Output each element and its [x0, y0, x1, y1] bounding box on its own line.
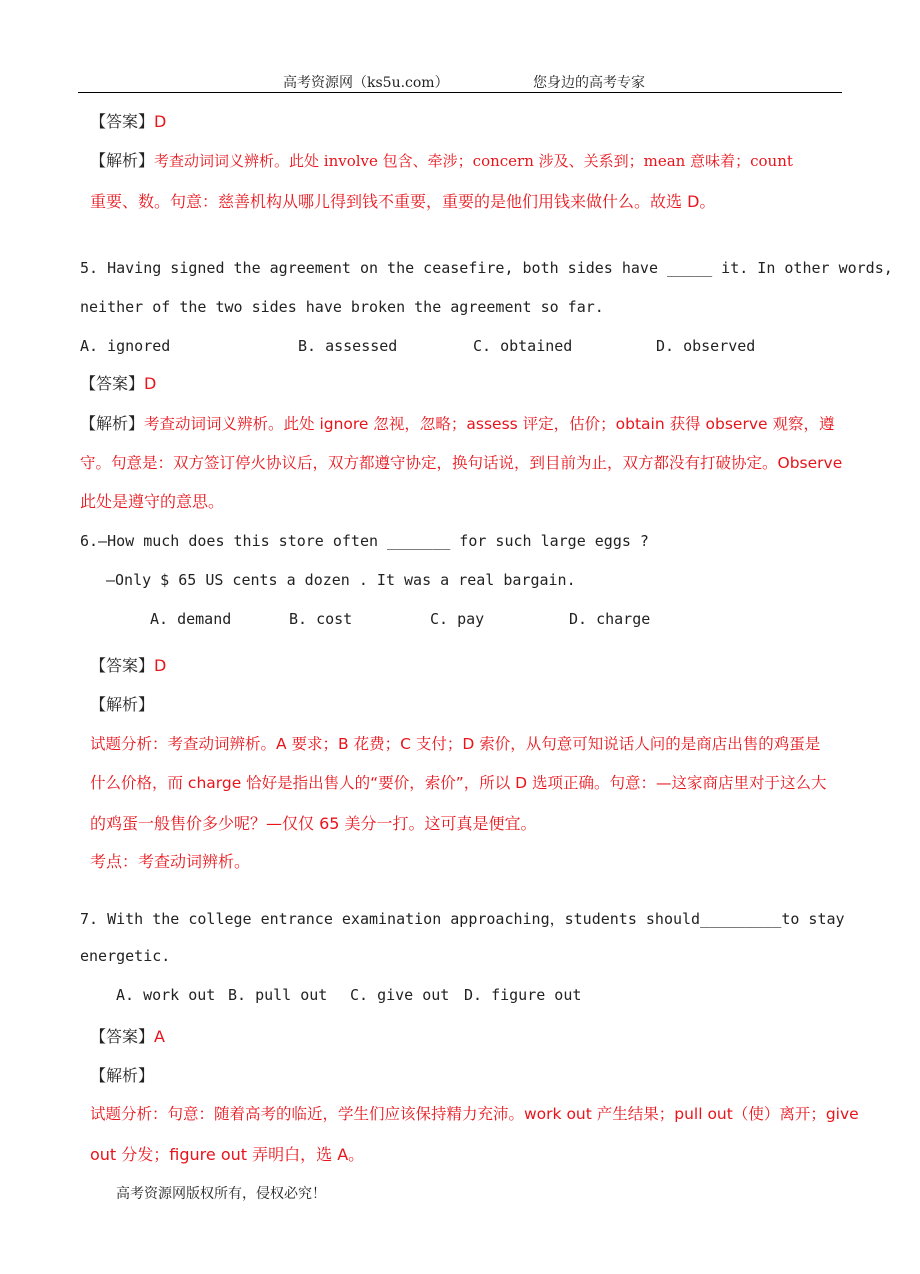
- q5-option-a: A. ignored: [80, 337, 171, 355]
- q6-kaodian: 考点：考查动词辨析。: [90, 852, 251, 871]
- q5-answer: [80, 371, 156, 394]
- q6-option-d: D. charge: [569, 610, 651, 628]
- q6-analysis-line2: 什么价格，而 charge 恰好是指出售人的“要价，索价”，所以 D 选项正确。句意：—这家商店里对于这么大: [90, 774, 827, 792]
- q6-stem-line2: —Only $ 65 US cents a dozen . It was a real bargain.: [106, 571, 576, 589]
- answer-value: D: [154, 656, 167, 675]
- q7-option-c: C. give out: [350, 986, 450, 1004]
- page-header: [78, 70, 842, 93]
- q5-option-c: C. obtained: [473, 337, 573, 355]
- q6-option-c: C. pay: [430, 610, 485, 628]
- analysis-text: 考查动词词义辨析。此处 involve 包含、牵涉；concern 涉及、关系到；mean 意味着；count: [154, 152, 793, 170]
- q7-option-d: D. figure out: [464, 986, 582, 1004]
- header-slogan: 您身边的高考专家: [533, 75, 645, 91]
- q7-stem-line1: 7. With the college entrance examination approaching，students should_________to stay: [80, 910, 845, 928]
- q6-analysis-line1: 试题分析：考查动词辨析。A 要求；B 花费；C 支付；D 索价，从句意可知说话人问的是商店出售的鸡蛋是: [90, 735, 821, 753]
- q7-option-a: A. work out: [116, 986, 216, 1004]
- q7-answer: [90, 1024, 165, 1047]
- q6-analysis-label: 【解析】: [90, 695, 155, 714]
- q6-stem-line1: 6.—How much does this store often _______ for such large eggs ?: [80, 532, 649, 550]
- q5-analysis-line1: [80, 411, 834, 434]
- q5-stem-line1: 5. Having signed the agreement on the ceasefire, both sides have _____ it. In other words,: [80, 259, 893, 277]
- q4-answer: [90, 109, 166, 132]
- answer-value: A: [154, 1027, 165, 1046]
- q6-analysis-line3: 的鸡蛋一般售价多少呢？—仅仅 65 美分一打。这可真是便宜。: [90, 814, 537, 833]
- analysis-label: 【解析】: [90, 151, 155, 170]
- analysis-text: 考查动词词义辨析。此处 ignore 忽视，忽略；assess 评定，估价；obtain 获得 observe 观察，遵: [144, 415, 835, 433]
- q6-answer: [90, 653, 166, 676]
- q6-option-a: A. demand: [150, 610, 232, 628]
- analysis-label: 【解析】: [80, 414, 145, 433]
- q4-analysis-line1: [90, 148, 793, 171]
- q4-analysis-line2: 重要、数。句意：慈善机构从哪儿得到钱不重要，重要的是他们用钱来做什么。故选 D。: [90, 192, 716, 211]
- answer-value: D: [154, 112, 167, 131]
- answer-label: 【答案】: [90, 112, 155, 131]
- q7-analysis-label: 【解析】: [90, 1066, 155, 1085]
- q5-option-b: B. assessed: [298, 337, 398, 355]
- q7-option-b: B. pull out: [228, 986, 328, 1004]
- q5-stem-line2: neither of the two sides have broken the agreement so far.: [80, 298, 604, 316]
- q5-analysis-line2: 守。句意是：双方签订停火协议后，双方都遵守协定，换句话说，到目前为止，双方都没有打破协定。Observe: [80, 454, 843, 472]
- answer-label: 【答案】: [80, 374, 145, 393]
- answer-value: D: [144, 374, 157, 393]
- answer-label: 【答案】: [90, 656, 155, 675]
- q7-stem-line2: energetic.: [80, 947, 171, 965]
- header-site: 高考资源网（ks5u.com）: [283, 75, 449, 91]
- q7-analysis-line2: out 分发；figure out 弄明白，选 A。: [90, 1145, 365, 1164]
- q5-analysis-line3: 此处是遵守的意思。: [80, 492, 225, 511]
- page-footer: 高考资源网版权所有，侵权必究！: [116, 1186, 326, 1202]
- answer-label: 【答案】: [90, 1027, 155, 1046]
- q6-option-b: B. cost: [289, 610, 353, 628]
- q5-option-d: D. observed: [656, 337, 756, 355]
- q7-analysis-line1: 试题分析：句意：随着高考的临近，学生们应该保持精力充沛。work out 产生结果；pull out（使）离开；give: [90, 1105, 859, 1123]
